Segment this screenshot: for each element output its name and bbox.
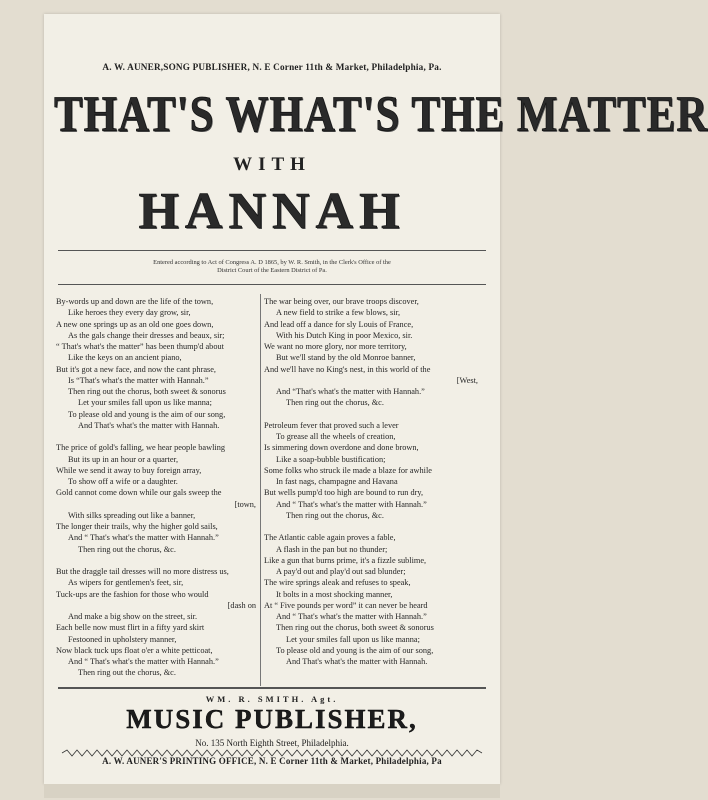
chorus-line: And That's what's the matter with Hannah. (78, 420, 220, 430)
verse-line: And “ That's what's the matter with Hannah.” (276, 612, 427, 621)
verse-line: And lead off a dance for sly Louis of France, (264, 319, 414, 329)
verse-line: The war being over, our brave troops discover, (264, 297, 419, 306)
verse-line: And “ That's what's the matter with Hannah.” (276, 499, 427, 509)
verse-line: Is “That's what's the matter with Hannah.” (68, 375, 209, 385)
verse-line: It bolts in a most shocking manner, (276, 589, 393, 599)
verse-line: Now black tuck ups float o'er a white petticoat, (56, 645, 213, 655)
verse-line: To show off a wife or a daughter. (68, 477, 178, 486)
stanza-gap (56, 431, 256, 442)
music-publisher-title: MUSIC PUBLISHER, (126, 704, 418, 734)
title-rule (58, 250, 486, 251)
copyright-notice (84, 259, 460, 275)
verse-line: But its up in an hour or a quarter, (68, 454, 179, 464)
verse-line: The Atlantic cable again proves a fable, (264, 533, 396, 543)
verse-line: And “That's what's the matter with Hannah.” (276, 387, 425, 396)
chorus-line: Then ring out the chorus, &c. (286, 510, 384, 520)
verse-line: In fast nags, champagne and Havana (276, 477, 398, 486)
verse-line: But the draggle tail dresses will no more distress us, (56, 567, 229, 576)
verse-line: A flash in the pan but no thunder; (276, 544, 388, 554)
copyright-line-1: Entered according to Act of Congress A. D 1865, by W. R. Smith, in the Clerk's Office of the (153, 259, 391, 266)
printer-line: A. W. AUNER'S PRINTING OFFICE, N. E Corner 11th & Market, Philadelphia, Pa (102, 756, 442, 766)
verse-line: “ That's what's the matter” has been thump'd about (56, 342, 224, 351)
verse-line: Is simmering down overdone and done brown, (264, 443, 419, 453)
verse-line: Petroleum fever that proved such a lever (264, 420, 399, 430)
chorus-line: To please old and young is the aim of our song, (68, 409, 226, 419)
stanza-gap (56, 555, 256, 566)
broadside-sheet (44, 14, 708, 784)
verse-line: A new one springs up as an old one goes down, (56, 319, 214, 329)
verse-line: At “ Five pounds per word” it can never be heard (264, 600, 428, 610)
verse-line: Gold cannot come down while our gals sweep the (56, 488, 222, 498)
chorus-line: Let your smiles fall upon us like manna; (286, 634, 420, 644)
title-line-3: HANNAH (138, 183, 406, 240)
verse-line: By-words up and down are the life of the town, (56, 297, 214, 306)
verse-line: Festooned in upholstery manner, (68, 634, 177, 644)
verse-line: The longer their trails, why the higher gold sails, (56, 522, 218, 531)
chorus-line: Then ring out the chorus, both sweet & sonorus (276, 623, 434, 633)
column-divider (260, 294, 261, 686)
verse-line: But we'll stand by the old Monroe banner, (276, 353, 416, 363)
verse-line: A new field to strike a few blows, sir, (276, 308, 401, 318)
copyright-rule (58, 284, 486, 285)
verse-line: With silks spreading out like a banner, (68, 510, 196, 520)
verse-line-overflow: [West, (456, 375, 478, 385)
verse-line: And make a big show on the street, sir. (68, 612, 198, 621)
verse-line: With his Dutch King in poor Mexico, sir. (276, 330, 413, 340)
chorus-line: And That's what's the matter with Hannah. (286, 657, 428, 666)
publisher-line: A. W. AUNER,SONG PUBLISHER, N. E Corner 11th & Market, Philadelphia, Pa. (102, 62, 442, 72)
verse-line: We want no more glory, nor more territory, (264, 342, 407, 351)
verse-column-left (56, 296, 256, 679)
publisher-address: No. 135 North Eighth Street, Philadelphia. (195, 738, 349, 748)
verse-line: As the gals change their dresses and beaux, sir; (68, 330, 225, 340)
stanza-gap (264, 409, 478, 420)
chorus-line: Then ring out the chorus, &c. (78, 544, 176, 554)
verse-line: A pay'd out and play'd out sad blunder; (276, 567, 406, 576)
verse-line: The wire springs aleak and refuses to speak, (264, 578, 411, 588)
verse-column-right (264, 296, 478, 667)
chorus-line: Then ring out the chorus, &c. (286, 398, 384, 408)
chorus-line: To please old and young is the aim of our song, (276, 645, 434, 655)
verse-line: But wells pump'd too high are bound to run dry, (264, 488, 424, 498)
copyright-line-2: District Court of the Eastern District of Pa. (217, 267, 327, 274)
verse-line-overflow: [town, (234, 499, 256, 509)
verse-line: Like heroes they every day grow, sir, (68, 308, 191, 318)
verse-line-overflow: [dash on (227, 600, 256, 610)
verse-line: Each belle now must flirt in a fifty yard skirt (56, 623, 205, 633)
verse-line: Like a gun that burns prime, it's a fizzle sublime, (264, 555, 427, 565)
verse-line: But it's got a new face, and now the cant phrase, (56, 364, 217, 374)
stanza-gap (264, 521, 478, 532)
footer-rule (58, 687, 486, 689)
verse-line: While we send it away to buy foreign array, (56, 465, 202, 475)
verse-line: And we'll have no King's nest, in this world of the (264, 364, 431, 374)
verse-line: And “ That's what's the matter with Hannah.” (68, 657, 219, 666)
verse-line: Like the keys on an ancient piano, (68, 353, 182, 363)
title-line-1: THAT'S WHAT'S THE MATTER (54, 87, 708, 143)
title-line-2: WITH (233, 154, 311, 175)
chorus-line: Let your smiles fall upon us like manna; (78, 398, 212, 408)
verse-line: Some folks who struck ile made a blaze for awhile (264, 465, 432, 475)
verse-line: The price of gold's falling, we hear people bawling (56, 443, 225, 453)
verse-line: And “ That's what's the matter with Hannah.” (68, 533, 219, 543)
verse-line: Like a soap-bubble bustification; (276, 454, 386, 464)
verse-line: To grease all the wheels of creation, (276, 432, 396, 441)
verse-line: Tuck-ups are the fashion for those who would (56, 589, 209, 599)
chorus-line: Then ring out the chorus, &c. (78, 668, 176, 678)
chorus-line: Then ring out the chorus, both sweet & sonorus (68, 387, 226, 396)
agent-name: WM. R. SMITH. Agt. (205, 694, 339, 704)
verse-line: As wipers for gentlemen's feet, sir, (68, 578, 184, 588)
